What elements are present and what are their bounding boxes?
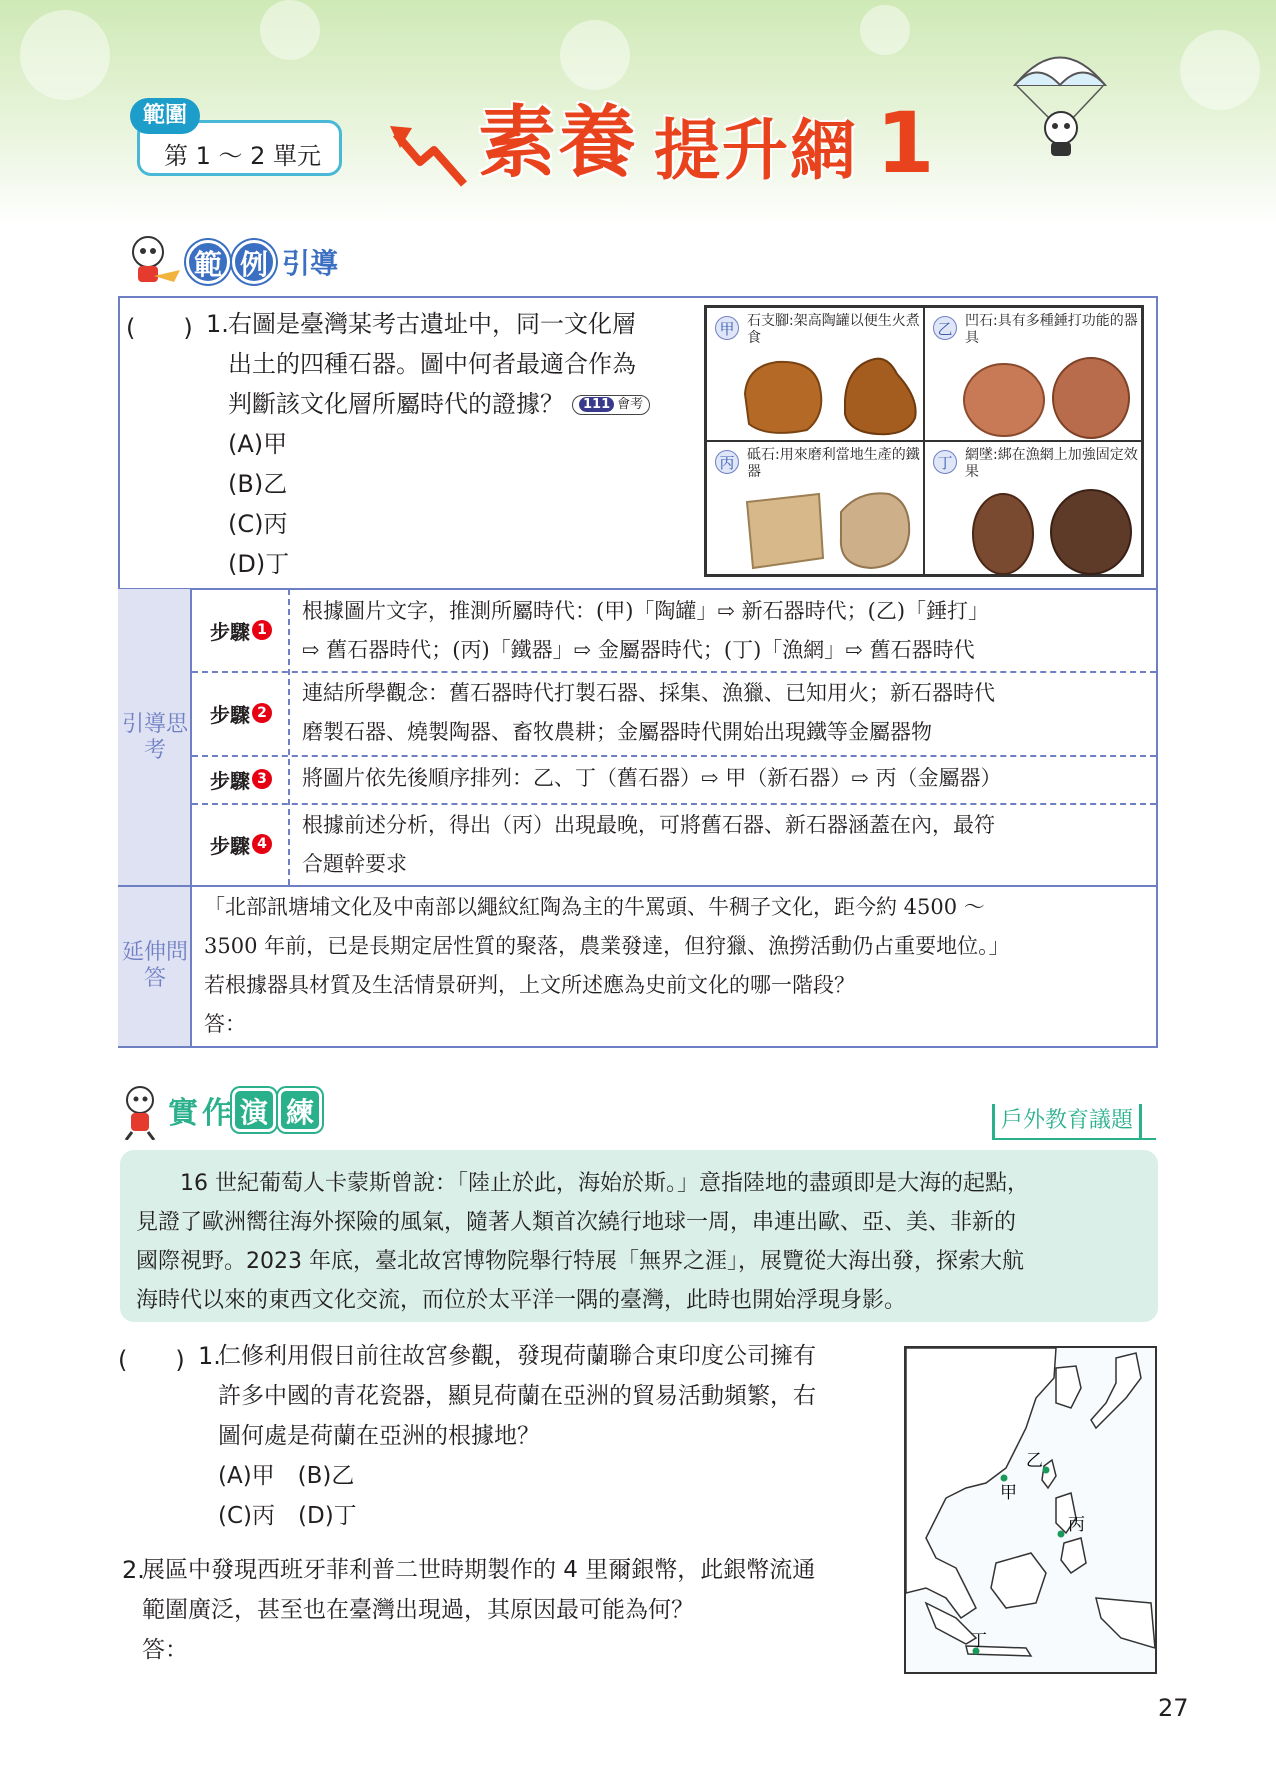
title-part2: 提升網 bbox=[654, 111, 859, 189]
stone-cell-yi bbox=[924, 307, 1142, 441]
example-banner bbox=[186, 240, 338, 284]
q2-answer: 答： bbox=[142, 1637, 188, 1663]
banner-char-1: 實 bbox=[168, 1096, 198, 1131]
ext-label: 延伸問答 bbox=[121, 940, 188, 991]
question-line: 出土的四種石器。圖中何者最適合作為 bbox=[228, 350, 636, 378]
stone-support-image bbox=[737, 354, 927, 438]
stone-caption: 凹石:具有多種錘打功能的器具 bbox=[965, 313, 1138, 346]
step-4-label: 步驟 4 bbox=[192, 804, 290, 884]
stone-cell-bing bbox=[706, 441, 924, 575]
banner-rest: 引導 bbox=[282, 247, 339, 280]
step-3-text: 將圖片依先後順序排列：乙、丁（舊石器）⇨ 甲（新石器）⇨ 丙（金屬器） bbox=[302, 766, 1002, 790]
stone-caption: 砥石:用來磨利當地生產的鐵器 bbox=[747, 447, 920, 480]
step-1-text: 根據圖片文字，推測所屬時代：(甲)「陶罐」⇨ 新石器時代；(乙)「錘打」 ⇨ 舊石器時代；(丙)「鐵器」⇨ 金屬器時代；(丁)「漁網」⇨ 舊石器時代 bbox=[302, 599, 990, 662]
map-graphic bbox=[906, 1348, 1155, 1672]
step-4-text: 根據前述分析，得出（丙）出現最晚，可將舊石器、新石器涵蓋在內，最符 合題幹要求 bbox=[302, 813, 995, 876]
q2-text: 展區中發現西班牙菲利普二世時期製作的 4 里爾銀幣，此銀幣流通 範圍廣泛，甚至也在臺灣出現過，其原因最可能為何？ 答： bbox=[142, 1550, 902, 1670]
banner-char-3: 演 bbox=[232, 1088, 276, 1132]
step-2-label: 步驟 2 bbox=[192, 672, 290, 754]
step-3-label: 步驟 3 bbox=[192, 756, 290, 802]
ext-text: 「北部訊塘埔文化及中南部以繩紋紅陶為主的牛罵頭、牛稠子文化，距今約 4500 ～ 3500 年前，已是長期定居性質的聚落，農業發達，但狩獵、漁撈活動仍占重要地位。」 若根據器具材質及生活情景研判，上文所述應為史前文化的哪一階段？ 答： bbox=[204, 888, 1154, 1044]
issue-tag: 戶外教育議題 bbox=[992, 1104, 1142, 1138]
stone-cell-ding bbox=[924, 441, 1142, 575]
step-1-label: 步驟 1 bbox=[192, 590, 290, 670]
option: (A)甲 (B)乙 bbox=[218, 1463, 355, 1489]
question-line: 右圖是臺灣某考古遺址中，同一文化層 bbox=[228, 310, 636, 338]
robot-mascot-icon bbox=[118, 232, 180, 292]
page-number: 27 bbox=[1158, 1694, 1189, 1722]
option: (D)丁 bbox=[228, 550, 290, 578]
banner-char-4: 練 bbox=[278, 1088, 322, 1132]
exam-tag: 111 會考 bbox=[572, 395, 650, 415]
divider bbox=[192, 803, 1156, 805]
ext-answer: 答： bbox=[204, 1012, 246, 1036]
parachute-mascot-icon bbox=[1005, 40, 1115, 160]
option: (C)丙 bbox=[228, 510, 288, 538]
option: (A)甲 bbox=[228, 430, 288, 458]
stone-label: 乙 bbox=[933, 316, 957, 340]
title-number: 1 bbox=[876, 94, 935, 192]
banner-char-2: 例 bbox=[232, 240, 276, 284]
q1-number: 1. bbox=[198, 1342, 221, 1370]
answer-paren: ( ) bbox=[118, 1346, 185, 1374]
stone-label: 丁 bbox=[933, 450, 957, 474]
stone-cell-jia bbox=[706, 307, 924, 441]
stone-label: 甲 bbox=[715, 316, 739, 340]
robot-mascot-icon bbox=[118, 1082, 162, 1140]
banner-char-2: 作 bbox=[202, 1096, 232, 1131]
reading-passage: 16 世紀葡萄人卡蒙斯曾說：「陸止於此，海始於斯。」意指陸地的盡頭即是大海的起點， 見證了歐洲嚮往海外探險的風氣，隨著人類首次繞行地球一周，串連出歐、亞、美、非新的 國際視野。2023 年底，臺北故宮博物院舉行特展「無界之涯」，展覽從大海出發，探索大航 海時代以來的東西文化交流，而位於太平洋一隅的臺灣，此時也開始浮現身影。 bbox=[120, 1150, 1158, 1322]
practice-banner bbox=[164, 1088, 324, 1132]
ext-divider bbox=[118, 885, 1158, 887]
question-line: 判斷該文化層所屬時代的證據？ 111 會考 bbox=[228, 384, 698, 424]
banner-char-1: 範 bbox=[186, 240, 230, 284]
answer-paren: ( ) bbox=[126, 314, 193, 342]
q1-text: 仁修利用假日前往故宮參觀，發現荷蘭聯合東印度公司擁有 許多中國的青花瓷器，顯見荷蘭在亞洲的貿易活動頻繁，右 圖何處是荷蘭在亞洲的根據地？ (A)甲 (B)乙 (C)丙 (D)丁 bbox=[218, 1336, 898, 1536]
zigzag-arrow-icon bbox=[390, 122, 470, 192]
question-number: 1. bbox=[206, 310, 229, 338]
whetstone-image bbox=[741, 488, 921, 574]
net-sinker-image bbox=[959, 486, 1139, 576]
stone-tools-figure bbox=[704, 305, 1144, 577]
stone-caption: 石支腳:架高陶罐以便生火煮食 bbox=[747, 313, 920, 346]
stone-caption: 網墜:綁在漁網上加強固定效果 bbox=[965, 447, 1138, 480]
option: (C)丙 (D)丁 bbox=[218, 1503, 357, 1529]
question-text bbox=[228, 304, 698, 584]
q2-number: 2. bbox=[122, 1556, 145, 1584]
page-title bbox=[390, 92, 934, 192]
range-text: 第 1 ～ 2 單元 bbox=[164, 142, 322, 170]
guide-label: 引導思考 bbox=[121, 712, 188, 763]
divider bbox=[192, 671, 1156, 673]
range-tag: 範圍 bbox=[130, 98, 200, 134]
step-2-text: 連結所學觀念：舊石器時代打製石器、採集、漁獵、已知用火；新石器時代 磨製石器、燒製陶器、畜牧農耕；金屬器時代開始出現鐵等金屬器物 bbox=[302, 681, 995, 744]
divider bbox=[192, 755, 1156, 757]
map-label-jia: 甲 bbox=[1000, 1483, 1017, 1503]
map-label-ding: 丁 bbox=[970, 1631, 987, 1651]
hammer-stone-image bbox=[959, 350, 1139, 442]
option: (B)乙 bbox=[228, 470, 288, 498]
map-label-bing: 丙 bbox=[1068, 1515, 1085, 1535]
title-part1: 素養 bbox=[478, 97, 639, 188]
map-label-yi: 乙 bbox=[1026, 1451, 1043, 1471]
east-asia-map bbox=[904, 1346, 1157, 1674]
issue-underline bbox=[992, 1138, 1156, 1140]
stone-label: 丙 bbox=[715, 450, 739, 474]
